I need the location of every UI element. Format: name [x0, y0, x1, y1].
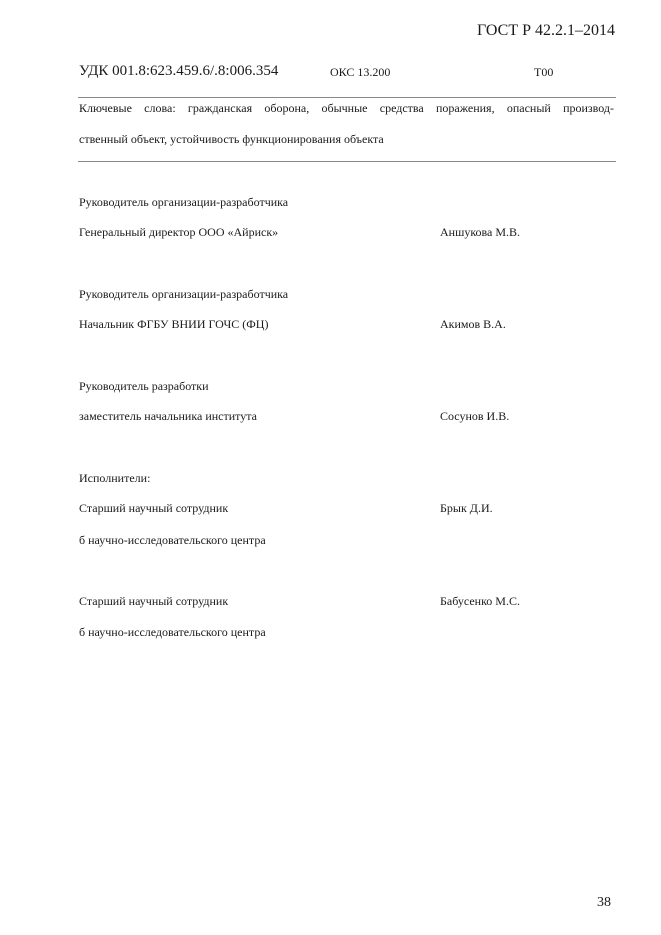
page-number: 38 — [597, 895, 611, 910]
top-divider — [78, 97, 616, 98]
signatory-position: Генеральный директор ООО «Айриск» — [79, 225, 279, 239]
signatory-role: Руководитель разработки — [79, 379, 209, 393]
oks-code: ОКС 13.200 — [330, 65, 391, 79]
keywords-line-2: ственный объект, устойчивость функционирования объекта — [79, 132, 384, 146]
udk-code: УДК 001.8:623.459.6/.8:006.354 — [79, 63, 279, 79]
t-code: Т00 — [534, 65, 554, 79]
signatory-name: Аншукова М.В. — [440, 225, 521, 239]
executors-label: Исполнители: — [79, 471, 151, 485]
signatory-role: Руководитель организации-разработчика — [79, 195, 289, 209]
bottom-divider — [78, 161, 616, 162]
executor-name: Бабусенко М.С. — [440, 594, 520, 608]
signatory-name: Сосунов И.В. — [440, 409, 510, 423]
signatory-role: Руководитель организации-разработчика — [79, 287, 289, 301]
executor-position: Старший научный сотрудник — [79, 501, 229, 515]
executor-position: Старший научный сотрудник — [79, 594, 229, 608]
executor-department: б научно-исследовательского центра — [79, 533, 266, 547]
document-code: ГОСТ Р 42.2.1–2014 — [477, 22, 615, 39]
signatory-name: Акимов В.А. — [440, 317, 506, 331]
signatory-position: Начальник ФГБУ ВНИИ ГОЧС (ФЦ) — [79, 317, 269, 331]
keywords-line-1: Ключевые слова: гражданская оборона, обычные средства поражения, опасный производ- — [79, 101, 614, 115]
executor-department: б научно-исследовательского центра — [79, 625, 266, 639]
executor-name: Брык Д.И. — [440, 501, 493, 515]
signatory-position: заместитель начальника института — [79, 409, 257, 423]
